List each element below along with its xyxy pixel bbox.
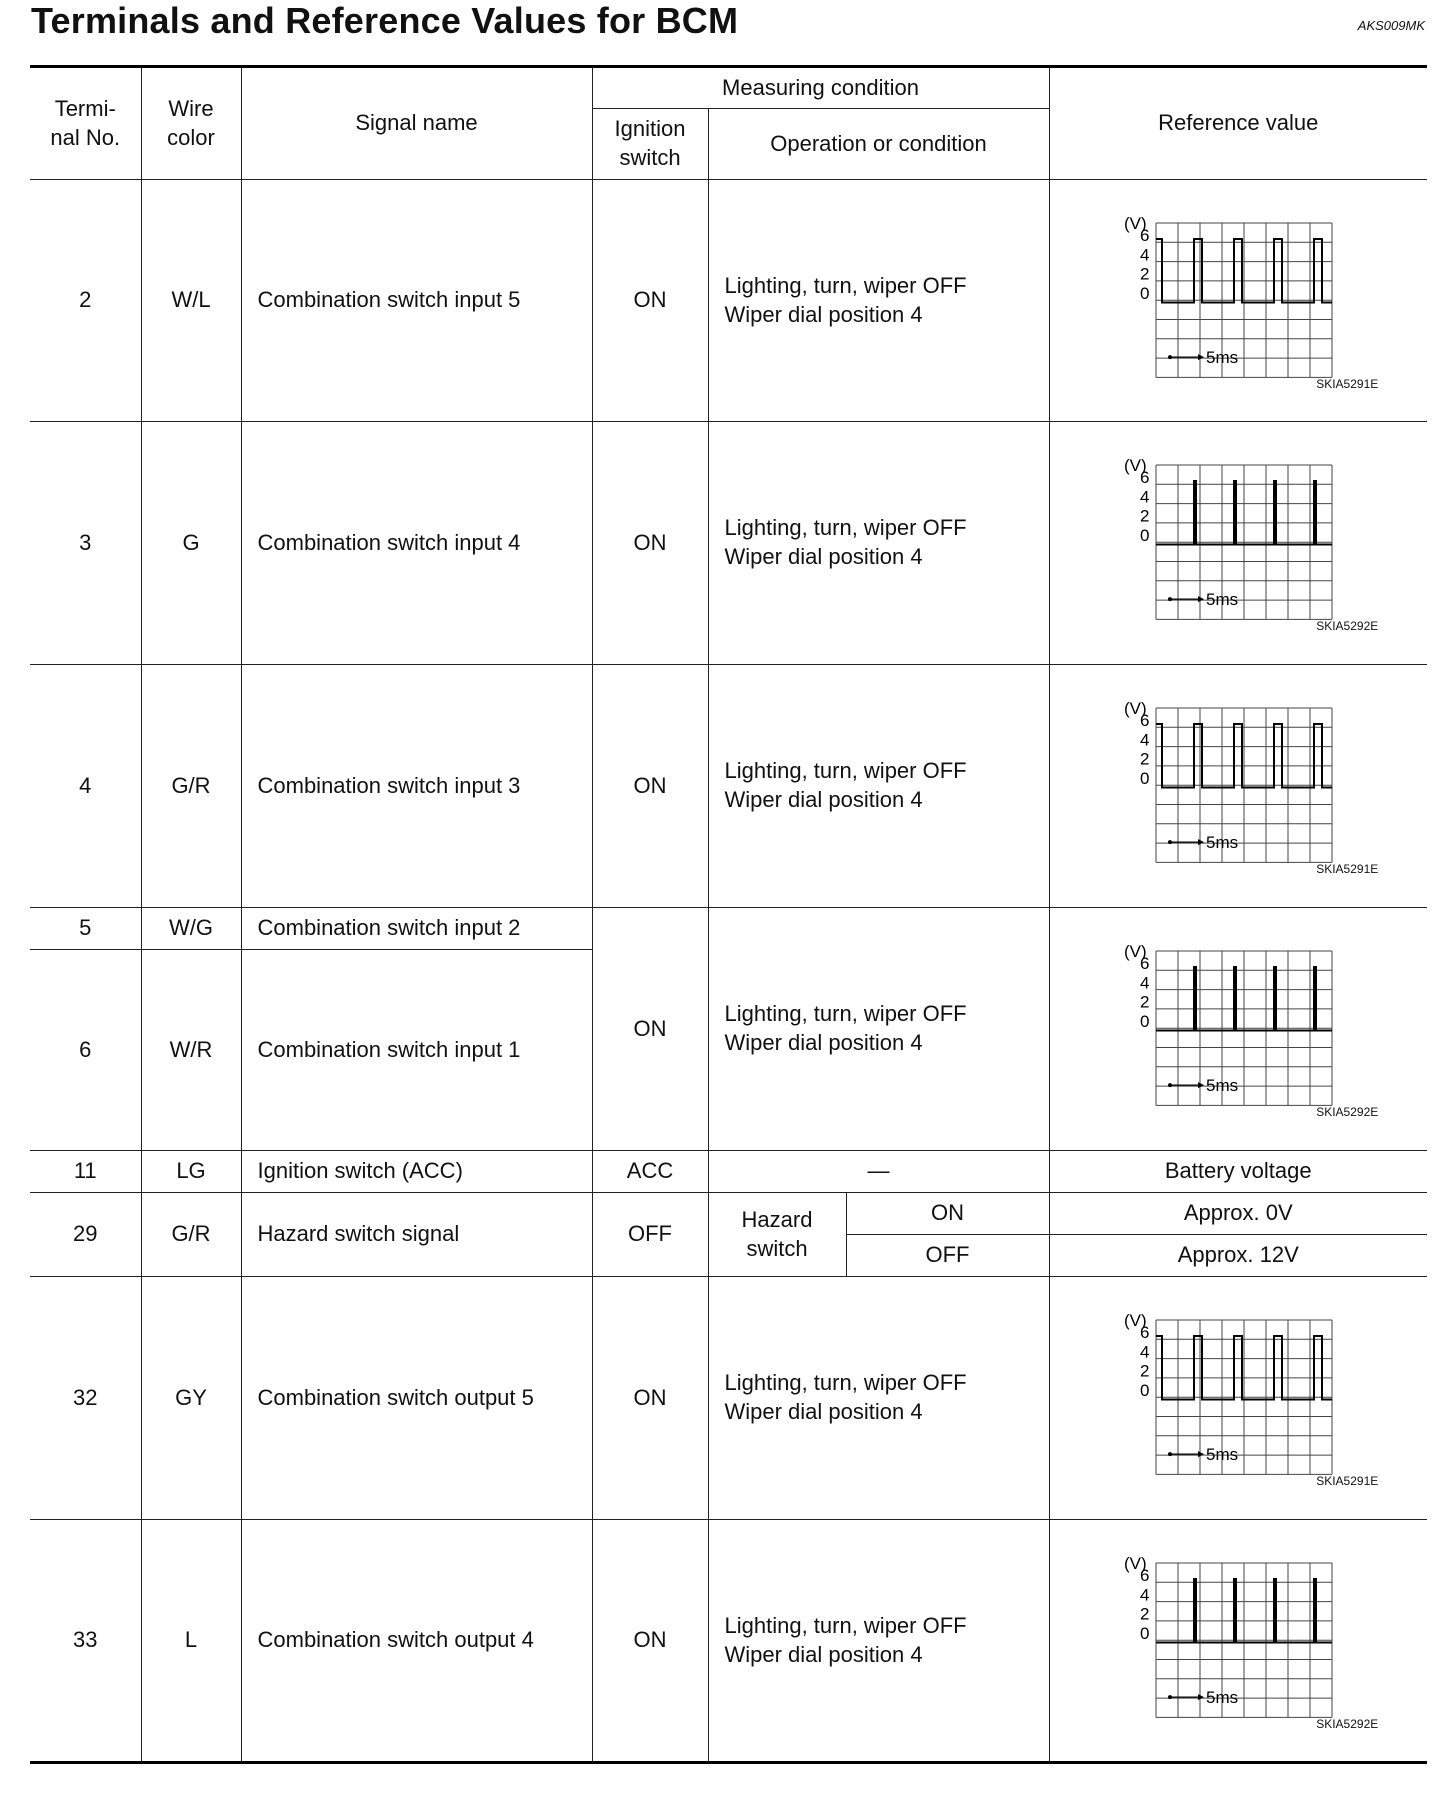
tick-label: 2	[1140, 749, 1150, 769]
operation-condition	[708, 665, 1049, 908]
terminal-no: 33	[30, 1520, 141, 1763]
time-arrow-start	[1168, 1083, 1172, 1087]
tick-label: 4	[1140, 1342, 1150, 1362]
signal-name: Combination switch output 5	[241, 1277, 592, 1520]
waveform-graph	[1098, 1298, 1378, 1498]
time-label: 5ms	[1206, 347, 1239, 367]
table-row	[30, 422, 1427, 665]
operation-condition: —	[708, 1151, 1049, 1193]
signal-name: Combination switch input 2	[241, 908, 592, 950]
tick-label: 4	[1140, 973, 1150, 993]
tick-label: 0	[1140, 1011, 1150, 1031]
tick-label: 0	[1140, 1380, 1150, 1400]
reference-waveform	[1049, 180, 1427, 422]
tick-label: 6	[1140, 225, 1150, 245]
terminal-no: 29	[30, 1193, 141, 1277]
time-arrow-start	[1168, 840, 1172, 844]
terminal-no: 32	[30, 1277, 141, 1520]
signal-name: Ignition switch (ACC)	[241, 1151, 592, 1193]
time-arrow-start	[1168, 1695, 1172, 1699]
unit-label: (V)	[1124, 1553, 1147, 1573]
time-arrow-head	[1198, 354, 1204, 360]
wire-color: G/R	[141, 665, 241, 908]
unit-label: (V)	[1124, 1311, 1147, 1330]
tick-label: 0	[1140, 525, 1150, 545]
waveform-graph	[1098, 443, 1378, 643]
tick-label: 2	[1140, 264, 1150, 284]
tick-label: 0	[1140, 283, 1150, 303]
document-code: AKS009MK	[1357, 18, 1425, 33]
tick-label: 2	[1140, 1604, 1150, 1624]
terminal-no: 2	[30, 180, 141, 422]
header-ignition-switch: Ignition switch	[592, 109, 708, 180]
operation-line-2: Wiper dial position 4	[724, 1641, 923, 1667]
tick-label: 4	[1140, 730, 1150, 750]
terminal-no: 6	[30, 950, 141, 1151]
page-title: Terminals and Reference Values for BCM	[31, 0, 739, 41]
wire-color: G	[141, 422, 241, 665]
ignition-state: ON	[592, 180, 708, 422]
time-arrow-head	[1198, 1451, 1204, 1457]
operation-condition	[708, 1520, 1049, 1763]
time-arrow-head	[1198, 1694, 1204, 1700]
unit-label: (V)	[1124, 213, 1147, 233]
ignition-state: ACC	[592, 1151, 708, 1193]
reference-value: Approx. 0V	[1049, 1193, 1427, 1235]
operation-line-2: Wiper dial position 4	[724, 1030, 923, 1055]
header-measuring-condition: Measuring condition	[592, 67, 1049, 109]
operation-line-2: Wiper dial position 4	[724, 1399, 923, 1424]
operation-line-2: Wiper dial position 4	[724, 787, 923, 812]
reference-value: Approx. 12V	[1049, 1235, 1427, 1277]
table-row	[30, 665, 1427, 908]
tick-label: 6	[1140, 468, 1150, 487]
ignition-state: ON	[592, 665, 708, 908]
bcm-reference-table	[30, 65, 1427, 1764]
tick-label: 0	[1140, 1623, 1150, 1643]
operation-line-1: Lighting, turn, wiper OFF	[724, 758, 967, 784]
terminal-no: 5	[30, 908, 141, 950]
signal-name: Combination switch input 5	[241, 180, 592, 422]
wire-color: W/G	[141, 908, 241, 950]
operation-line-1: Lighting, turn, wiper OFF	[724, 1001, 967, 1027]
table-row	[30, 1277, 1427, 1520]
table-row	[30, 1151, 1427, 1193]
ignition-state: ON	[592, 1277, 708, 1520]
time-arrow-head	[1198, 839, 1204, 845]
reference-value: Battery voltage	[1049, 1151, 1427, 1193]
table-row	[30, 1193, 1427, 1235]
operation-line-1: Lighting, turn, wiper OFF	[724, 1612, 967, 1638]
hazard-state-on: ON	[846, 1193, 1049, 1235]
tick-label: 6	[1140, 1565, 1150, 1585]
time-arrow-head	[1198, 596, 1204, 602]
time-label: 5ms	[1206, 833, 1239, 853]
ignition-state: ON	[592, 908, 708, 1151]
waveform-id: SKIA5292E	[1316, 1105, 1379, 1120]
operation-line-1: Lighting, turn, wiper OFF	[724, 515, 967, 541]
waveform-graph	[1098, 201, 1378, 401]
operation-line-1: Lighting, turn, wiper OFF	[724, 272, 967, 298]
waveform-id: SKIA5292E	[1316, 1716, 1379, 1731]
waveform-id: SKIA5291E	[1316, 1474, 1379, 1489]
time-label: 5ms	[1206, 1687, 1239, 1707]
hazard-state-off: OFF	[846, 1235, 1049, 1277]
time-label: 5ms	[1206, 1445, 1239, 1465]
operation-line-2: Wiper dial position 4	[724, 301, 923, 327]
wire-color: W/R	[141, 950, 241, 1151]
signal-name: Combination switch input 1	[241, 950, 592, 1151]
waveform-graph	[1098, 929, 1378, 1129]
waveform-graph	[1098, 1541, 1378, 1741]
header-operation: Operation or condition	[708, 109, 1049, 180]
signal-name: Combination switch output 4	[241, 1520, 592, 1763]
tick-label: 0	[1140, 768, 1150, 788]
time-label: 5ms	[1206, 590, 1239, 610]
reference-waveform	[1049, 1520, 1427, 1763]
time-label: 5ms	[1206, 1076, 1239, 1096]
table-row	[30, 180, 1427, 422]
tick-label: 4	[1140, 487, 1150, 507]
ignition-state: ON	[592, 422, 708, 665]
waveform-id: SKIA5291E	[1316, 376, 1379, 391]
tick-label: 2	[1140, 506, 1150, 526]
reference-waveform	[1049, 665, 1427, 908]
header-reference-value: Reference value	[1049, 67, 1427, 180]
wire-color: G/R	[141, 1193, 241, 1277]
operation-line-1: Lighting, turn, wiper OFF	[724, 1370, 967, 1396]
hazard-switch-label: Hazard switch	[708, 1193, 846, 1277]
table-row	[30, 908, 1427, 950]
tick-label: 4	[1140, 1584, 1150, 1604]
waveform-id: SKIA5292E	[1316, 619, 1379, 634]
signal-name: Combination switch input 3	[241, 665, 592, 908]
wire-color: L	[141, 1520, 241, 1763]
ignition-state: ON	[592, 1520, 708, 1763]
operation-condition	[708, 908, 1049, 1151]
terminal-no: 3	[30, 422, 141, 665]
terminal-no: 4	[30, 665, 141, 908]
waveform-graph	[1098, 686, 1378, 886]
time-arrow-start	[1168, 355, 1172, 359]
signal-name: Combination switch input 4	[241, 422, 592, 665]
reference-waveform	[1049, 908, 1427, 1151]
wire-color: GY	[141, 1277, 241, 1520]
time-arrow-head	[1198, 1082, 1204, 1088]
operation-line-2: Wiper dial position 4	[724, 544, 923, 569]
wire-color: LG	[141, 1151, 241, 1193]
tick-label: 2	[1140, 1361, 1150, 1381]
time-arrow-start	[1168, 1452, 1172, 1456]
signal-name: Hazard switch signal	[241, 1193, 592, 1277]
operation-condition	[708, 422, 1049, 665]
time-arrow-start	[1168, 597, 1172, 601]
operation-condition	[708, 180, 1049, 422]
wire-color: W/L	[141, 180, 241, 422]
header-terminal: Termi- nal No.	[30, 67, 141, 180]
tick-label: 2	[1140, 992, 1150, 1012]
tick-label: 4	[1140, 244, 1150, 264]
unit-label: (V)	[1124, 942, 1147, 961]
waveform-id: SKIA5291E	[1316, 862, 1379, 877]
table-row	[30, 1520, 1427, 1763]
reference-waveform	[1049, 1277, 1427, 1520]
tick-label: 6	[1140, 954, 1150, 973]
reference-waveform	[1049, 422, 1427, 665]
unit-label: (V)	[1124, 456, 1147, 475]
header-wire-color: Wire color	[141, 67, 241, 180]
ignition-state: OFF	[592, 1193, 708, 1277]
header-signal-name: Signal name	[241, 67, 592, 180]
terminal-no: 11	[30, 1151, 141, 1193]
operation-condition	[708, 1277, 1049, 1520]
tick-label: 6	[1140, 711, 1150, 730]
tick-label: 6	[1140, 1323, 1150, 1342]
unit-label: (V)	[1124, 699, 1147, 718]
